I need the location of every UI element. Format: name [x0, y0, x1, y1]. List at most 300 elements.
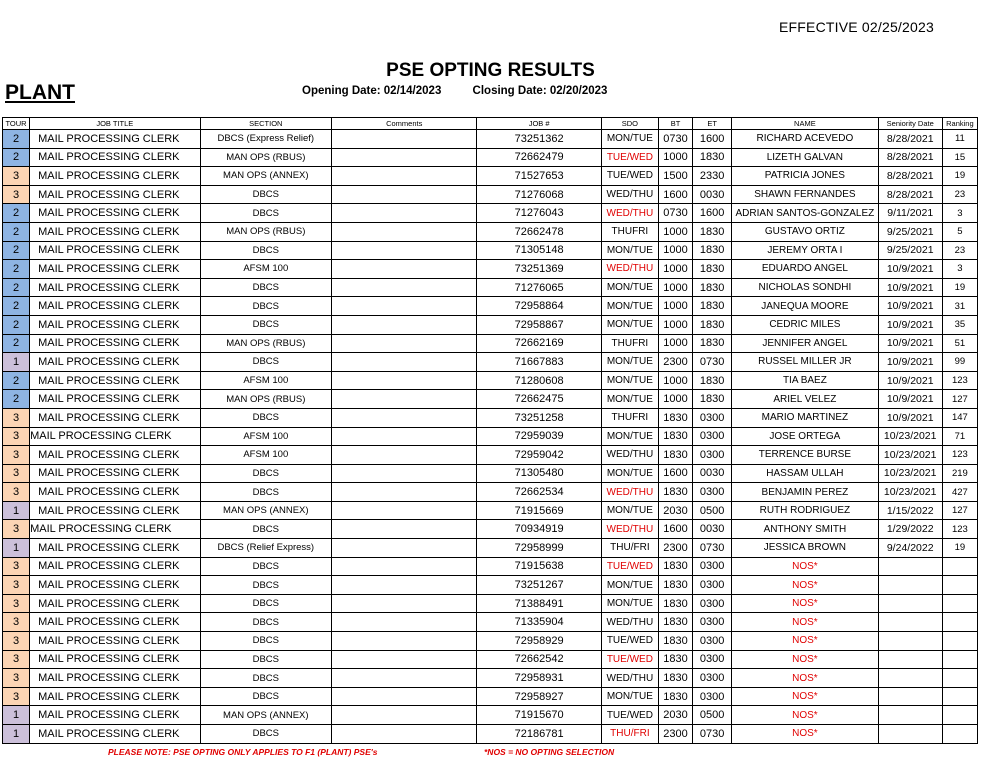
name-cell: NICHOLAS SONDHI: [732, 278, 878, 297]
job-number-cell: 72958999: [477, 539, 601, 558]
comments-cell: [331, 427, 476, 446]
tour-cell: 2: [3, 390, 30, 409]
sdo-cell: TUE/WED: [601, 650, 658, 669]
ranking-cell: 71: [942, 427, 977, 446]
section-cell: MAN OPS (RBUS): [200, 148, 331, 167]
comments-cell: [331, 632, 476, 651]
comments-cell: [331, 222, 476, 241]
seniority-date-cell: 10/9/2021: [878, 297, 942, 316]
name-cell: HASSAM ULLAH: [732, 464, 878, 483]
job-number-cell: 72662534: [477, 483, 601, 502]
table-row: [3, 632, 978, 651]
table-row: [3, 557, 978, 576]
comments-cell: [331, 594, 476, 613]
job-title-cell: MAIL PROCESSING CLERK: [30, 390, 201, 409]
name-cell: JEREMY ORTA I: [732, 241, 878, 260]
table-row: [3, 297, 978, 316]
name-cell: TIA BAEZ: [732, 371, 878, 390]
seniority-date-cell: 10/23/2021: [878, 446, 942, 465]
comments-cell: [331, 315, 476, 334]
section-cell: DBCS: [200, 315, 331, 334]
effective-date: EFFECTIVE 02/25/2023: [779, 19, 934, 35]
sdo-cell: MON/TUE: [601, 371, 658, 390]
et-cell: 0500: [693, 706, 732, 725]
table-row: [3, 669, 978, 688]
ranking-cell: 3: [942, 260, 977, 279]
ranking-cell: 99: [942, 353, 977, 372]
header-ranking: Ranking: [942, 118, 977, 130]
table-row: [3, 204, 978, 223]
job-title-cell: MAIL PROCESSING CLERK: [30, 334, 201, 353]
job-number-cell: 71915638: [477, 557, 601, 576]
table-row: [3, 464, 978, 483]
header-seniority-date: Seniority Date: [878, 118, 942, 130]
et-cell: 0300: [693, 483, 732, 502]
seniority-date-cell: 1/15/2022: [878, 501, 942, 520]
bt-cell: 0730: [658, 130, 692, 149]
job-number-cell: 72958927: [477, 687, 601, 706]
table-row: [3, 706, 978, 725]
job-number-cell: 71280608: [477, 371, 601, 390]
section-cell: DBCS (Relief Express): [200, 539, 331, 558]
sdo-cell: THUFRI: [601, 408, 658, 427]
comments-cell: [331, 613, 476, 632]
tour-cell: 1: [3, 501, 30, 520]
et-cell: 1600: [693, 204, 732, 223]
comments-cell: [331, 576, 476, 595]
bt-cell: 2300: [658, 539, 692, 558]
job-number-cell: 72662475: [477, 390, 601, 409]
bt-cell: 1600: [658, 185, 692, 204]
section-cell: DBCS: [200, 408, 331, 427]
job-number-cell: 71388491: [477, 594, 601, 613]
et-cell: 1830: [693, 371, 732, 390]
ranking-cell: 51: [942, 334, 977, 353]
job-number-cell: 71915669: [477, 501, 601, 520]
seniority-date-cell: 10/9/2021: [878, 408, 942, 427]
table-row: [3, 687, 978, 706]
table-row: [3, 241, 978, 260]
job-title-cell: MAIL PROCESSING CLERK: [30, 613, 201, 632]
bt-cell: 1830: [658, 408, 692, 427]
comments-cell: [331, 204, 476, 223]
name-cell: NOS*: [732, 706, 878, 725]
job-number-cell: 72959039: [477, 427, 601, 446]
comments-cell: [331, 185, 476, 204]
section-cell: MAN OPS (ANNEX): [200, 501, 331, 520]
seniority-date-cell: [878, 576, 942, 595]
bt-cell: 1600: [658, 464, 692, 483]
comments-cell: [331, 669, 476, 688]
bt-cell: 1830: [658, 427, 692, 446]
comments-cell: [331, 464, 476, 483]
job-title-cell: MAIL PROCESSING CLERK: [30, 167, 201, 186]
job-title-cell: MAIL PROCESSING CLERK: [30, 446, 201, 465]
section-cell: DBCS: [200, 185, 331, 204]
bt-cell: 1830: [658, 576, 692, 595]
sdo-cell: TUE/WED: [601, 557, 658, 576]
table-body: [3, 130, 978, 744]
job-number-cell: 71335904: [477, 613, 601, 632]
sdo-cell: MON/TUE: [601, 501, 658, 520]
sdo-cell: WED/THU: [601, 446, 658, 465]
name-cell: BENJAMIN PEREZ: [732, 483, 878, 502]
job-number-cell: 72958867: [477, 315, 601, 334]
seniority-date-cell: 8/28/2021: [878, 185, 942, 204]
et-cell: 0300: [693, 613, 732, 632]
job-title-cell: MAIL PROCESSING CLERK: [30, 222, 201, 241]
name-cell: JENNIFER ANGEL: [732, 334, 878, 353]
seniority-date-cell: 10/9/2021: [878, 390, 942, 409]
job-title-cell: MAIL PROCESSING CLERK: [30, 557, 201, 576]
tour-cell: 2: [3, 260, 30, 279]
ranking-cell: 15: [942, 148, 977, 167]
tour-cell: 2: [3, 241, 30, 260]
seniority-date-cell: 10/9/2021: [878, 278, 942, 297]
tour-cell: 1: [3, 706, 30, 725]
comments-cell: [331, 148, 476, 167]
comments-cell: [331, 390, 476, 409]
tour-cell: 3: [3, 594, 30, 613]
ranking-cell: [942, 650, 977, 669]
job-number-cell: 71915670: [477, 706, 601, 725]
et-cell: 1830: [693, 390, 732, 409]
sdo-cell: WED/THU: [601, 204, 658, 223]
et-cell: 0030: [693, 185, 732, 204]
seniority-date-cell: 10/9/2021: [878, 334, 942, 353]
bt-cell: 1830: [658, 483, 692, 502]
ranking-cell: [942, 613, 977, 632]
sdo-cell: WED/THU: [601, 613, 658, 632]
sdo-cell: TUE/WED: [601, 632, 658, 651]
seniority-date-cell: 1/29/2022: [878, 520, 942, 539]
name-cell: ADRIAN SANTOS-GONZALEZ: [732, 204, 878, 223]
sdo-cell: WED/THU: [601, 520, 658, 539]
sdo-cell: WED/THU: [601, 185, 658, 204]
job-title-cell: MAIL PROCESSING CLERK: [30, 594, 201, 613]
ranking-cell: 23: [942, 185, 977, 204]
tour-cell: 1: [3, 725, 30, 744]
name-cell: SHAWN FERNANDES: [732, 185, 878, 204]
section-cell: MAN OPS (ANNEX): [200, 706, 331, 725]
comments-cell: [331, 408, 476, 427]
bt-cell: 1000: [658, 222, 692, 241]
name-cell: NOS*: [732, 613, 878, 632]
name-cell: NOS*: [732, 632, 878, 651]
ranking-cell: 19: [942, 167, 977, 186]
section-cell: MAN OPS (RBUS): [200, 334, 331, 353]
sdo-cell: MON/TUE: [601, 297, 658, 316]
table-row: [3, 427, 978, 446]
section-cell: DBCS: [200, 557, 331, 576]
et-cell: 0300: [693, 446, 732, 465]
job-title-cell: MAIL PROCESSING CLERK: [30, 669, 201, 688]
table-row: [3, 315, 978, 334]
et-cell: 0030: [693, 464, 732, 483]
sdo-cell: TUE/WED: [601, 167, 658, 186]
tour-cell: 1: [3, 353, 30, 372]
sdo-cell: WED/THU: [601, 260, 658, 279]
tour-cell: 3: [3, 167, 30, 186]
name-cell: NOS*: [732, 650, 878, 669]
tour-cell: 2: [3, 148, 30, 167]
ranking-cell: [942, 557, 977, 576]
table-row: [3, 353, 978, 372]
job-number-cell: 71667883: [477, 353, 601, 372]
table-row: [3, 371, 978, 390]
name-cell: LIZETH GALVAN: [732, 148, 878, 167]
section-cell: DBCS: [200, 576, 331, 595]
seniority-date-cell: 9/25/2021: [878, 241, 942, 260]
job-title-cell: MAIL PROCESSING CLERK: [30, 427, 201, 446]
name-cell: NOS*: [732, 669, 878, 688]
section-cell: DBCS: [200, 520, 331, 539]
name-cell: NOS*: [732, 557, 878, 576]
comments-cell: [331, 520, 476, 539]
seniority-date-cell: 9/24/2022: [878, 539, 942, 558]
ranking-cell: 35: [942, 315, 977, 334]
bt-cell: 2300: [658, 353, 692, 372]
ranking-cell: 123: [942, 371, 977, 390]
sdo-cell: MON/TUE: [601, 427, 658, 446]
ranking-cell: 427: [942, 483, 977, 502]
et-cell: 0030: [693, 520, 732, 539]
table-header-row: [3, 118, 978, 130]
section-cell: DBCS: [200, 725, 331, 744]
ranking-cell: 19: [942, 278, 977, 297]
tour-cell: 2: [3, 204, 30, 223]
job-number-cell: 72662478: [477, 222, 601, 241]
table-row: [3, 130, 978, 149]
table-row: [3, 167, 978, 186]
sdo-cell: THU/FRI: [601, 725, 658, 744]
et-cell: 2330: [693, 167, 732, 186]
name-cell: RUTH RODRIGUEZ: [732, 501, 878, 520]
section-cell: AFSM 100: [200, 371, 331, 390]
bt-cell: 1000: [658, 334, 692, 353]
job-number-cell: 72958864: [477, 297, 601, 316]
sdo-cell: MON/TUE: [601, 594, 658, 613]
section-cell: DBCS: [200, 687, 331, 706]
sdo-cell: WED/THU: [601, 483, 658, 502]
table-row: [3, 520, 978, 539]
table-row: [3, 390, 978, 409]
job-number-cell: 73251362: [477, 130, 601, 149]
ranking-cell: [942, 725, 977, 744]
ranking-cell: 19: [942, 539, 977, 558]
bt-cell: 1600: [658, 520, 692, 539]
comments-cell: [331, 353, 476, 372]
name-cell: NOS*: [732, 687, 878, 706]
seniority-date-cell: 8/28/2021: [878, 130, 942, 149]
tour-cell: 2: [3, 278, 30, 297]
job-number-cell: 72959042: [477, 446, 601, 465]
header-et: ET: [693, 118, 732, 130]
sdo-cell: TUE/WED: [601, 148, 658, 167]
bt-cell: 2030: [658, 706, 692, 725]
name-cell: RICHARD ACEVEDO: [732, 130, 878, 149]
et-cell: 0300: [693, 594, 732, 613]
sdo-cell: WED/THU: [601, 669, 658, 688]
name-cell: RUSSEL MILLER JR: [732, 353, 878, 372]
header-job-title: JOB TITLE: [30, 118, 201, 130]
job-title-cell: MAIL PROCESSING CLERK: [30, 501, 201, 520]
header-comments: Comments: [331, 118, 476, 130]
comments-cell: [331, 501, 476, 520]
job-title-cell: MAIL PROCESSING CLERK: [30, 315, 201, 334]
name-cell: JOSE ORTEGA: [732, 427, 878, 446]
tour-cell: 3: [3, 446, 30, 465]
job-number-cell: 71305480: [477, 464, 601, 483]
seniority-date-cell: 10/23/2021: [878, 483, 942, 502]
job-title-cell: MAIL PROCESSING CLERK: [30, 706, 201, 725]
table-row: [3, 725, 978, 744]
job-number-cell: 72186781: [477, 725, 601, 744]
seniority-date-cell: [878, 687, 942, 706]
ranking-cell: 23: [942, 241, 977, 260]
header-name: NAME: [732, 118, 878, 130]
section-cell: DBCS: [200, 650, 331, 669]
job-title-cell: MAIL PROCESSING CLERK: [30, 297, 201, 316]
et-cell: 0300: [693, 632, 732, 651]
bt-cell: 1830: [658, 650, 692, 669]
ranking-cell: 31: [942, 297, 977, 316]
seniority-date-cell: 10/9/2021: [878, 353, 942, 372]
bt-cell: 1830: [658, 613, 692, 632]
section-cell: AFSM 100: [200, 446, 331, 465]
comments-cell: [331, 278, 476, 297]
section-cell: DBCS: [200, 241, 331, 260]
opting-results-table: [2, 117, 978, 744]
comments-cell: [331, 297, 476, 316]
comments-cell: [331, 130, 476, 149]
tour-cell: 3: [3, 408, 30, 427]
job-title-cell: MAIL PROCESSING CLERK: [30, 483, 201, 502]
seniority-date-cell: 10/23/2021: [878, 464, 942, 483]
tour-cell: 3: [3, 464, 30, 483]
tour-cell: 3: [3, 483, 30, 502]
seniority-date-cell: [878, 632, 942, 651]
seniority-date-cell: 10/23/2021: [878, 427, 942, 446]
tour-cell: 3: [3, 687, 30, 706]
bt-cell: 0730: [658, 204, 692, 223]
job-number-cell: 71305148: [477, 241, 601, 260]
seniority-date-cell: 8/28/2021: [878, 148, 942, 167]
table-row: [3, 446, 978, 465]
section-cell: DBCS: [200, 632, 331, 651]
job-number-cell: 73251267: [477, 576, 601, 595]
seniority-date-cell: 9/25/2021: [878, 222, 942, 241]
ranking-cell: [942, 632, 977, 651]
header-section: SECTION: [200, 118, 331, 130]
ranking-cell: 219: [942, 464, 977, 483]
bt-cell: 1500: [658, 167, 692, 186]
et-cell: 0730: [693, 539, 732, 558]
sdo-cell: MON/TUE: [601, 241, 658, 260]
et-cell: 0300: [693, 408, 732, 427]
plant-heading: PLANT: [5, 81, 75, 104]
section-cell: MAN OPS (RBUS): [200, 390, 331, 409]
job-title-cell: MAIL PROCESSING CLERK: [30, 185, 201, 204]
ranking-cell: [942, 594, 977, 613]
seniority-date-cell: 10/9/2021: [878, 371, 942, 390]
bt-cell: 1000: [658, 241, 692, 260]
table-row: [3, 334, 978, 353]
tour-cell: 3: [3, 427, 30, 446]
name-cell: TERRENCE BURSE: [732, 446, 878, 465]
ranking-cell: 123: [942, 520, 977, 539]
sdo-cell: MON/TUE: [601, 278, 658, 297]
et-cell: 1830: [693, 222, 732, 241]
ranking-cell: [942, 669, 977, 688]
section-cell: AFSM 100: [200, 427, 331, 446]
section-cell: AFSM 100: [200, 260, 331, 279]
bt-cell: 1000: [658, 148, 692, 167]
table-row: [3, 408, 978, 427]
sdo-cell: MON/TUE: [601, 687, 658, 706]
tour-cell: 3: [3, 520, 30, 539]
comments-cell: [331, 557, 476, 576]
job-title-cell: MAIL PROCESSING CLERK: [30, 520, 201, 539]
job-number-cell: 70934919: [477, 520, 601, 539]
job-title-cell: MAIL PROCESSING CLERK: [30, 241, 201, 260]
sdo-cell: THU/FRI: [601, 539, 658, 558]
job-title-cell: MAIL PROCESSING CLERK: [30, 204, 201, 223]
section-cell: DBCS: [200, 483, 331, 502]
section-cell: DBCS: [200, 204, 331, 223]
et-cell: 0300: [693, 650, 732, 669]
job-title-cell: MAIL PROCESSING CLERK: [30, 539, 201, 558]
bt-cell: 1000: [658, 390, 692, 409]
job-number-cell: 72662169: [477, 334, 601, 353]
plant-note: PLEASE NOTE: PSE OPTING ONLY APPLIES TO F1 (PLANT) PSE's: [108, 747, 378, 757]
et-cell: 1830: [693, 315, 732, 334]
bt-cell: 2030: [658, 501, 692, 520]
closing-date: Closing Date: 02/20/2023: [472, 85, 608, 97]
ranking-cell: 127: [942, 501, 977, 520]
table-row: [3, 594, 978, 613]
et-cell: 0300: [693, 576, 732, 595]
name-cell: EDUARDO ANGEL: [732, 260, 878, 279]
name-cell: PATRICIA JONES: [732, 167, 878, 186]
seniority-date-cell: 8/28/2021: [878, 167, 942, 186]
bt-cell: 1830: [658, 557, 692, 576]
comments-cell: [331, 539, 476, 558]
ranking-cell: 127: [942, 390, 977, 409]
tour-cell: 3: [3, 669, 30, 688]
seniority-date-cell: [878, 706, 942, 725]
et-cell: 0730: [693, 353, 732, 372]
table-row: [3, 483, 978, 502]
sdo-cell: THUFRI: [601, 334, 658, 353]
comments-cell: [331, 725, 476, 744]
tour-cell: 2: [3, 130, 30, 149]
comments-cell: [331, 483, 476, 502]
seniority-date-cell: [878, 669, 942, 688]
name-cell: JESSICA BROWN: [732, 539, 878, 558]
name-cell: NOS*: [732, 594, 878, 613]
table-row: [3, 650, 978, 669]
et-cell: 0500: [693, 501, 732, 520]
table-row: [3, 185, 978, 204]
job-title-cell: MAIL PROCESSING CLERK: [30, 371, 201, 390]
et-cell: 0300: [693, 669, 732, 688]
comments-cell: [331, 241, 476, 260]
section-cell: DBCS: [200, 278, 331, 297]
comments-cell: [331, 706, 476, 725]
job-number-cell: 71276065: [477, 278, 601, 297]
bt-cell: 1830: [658, 632, 692, 651]
